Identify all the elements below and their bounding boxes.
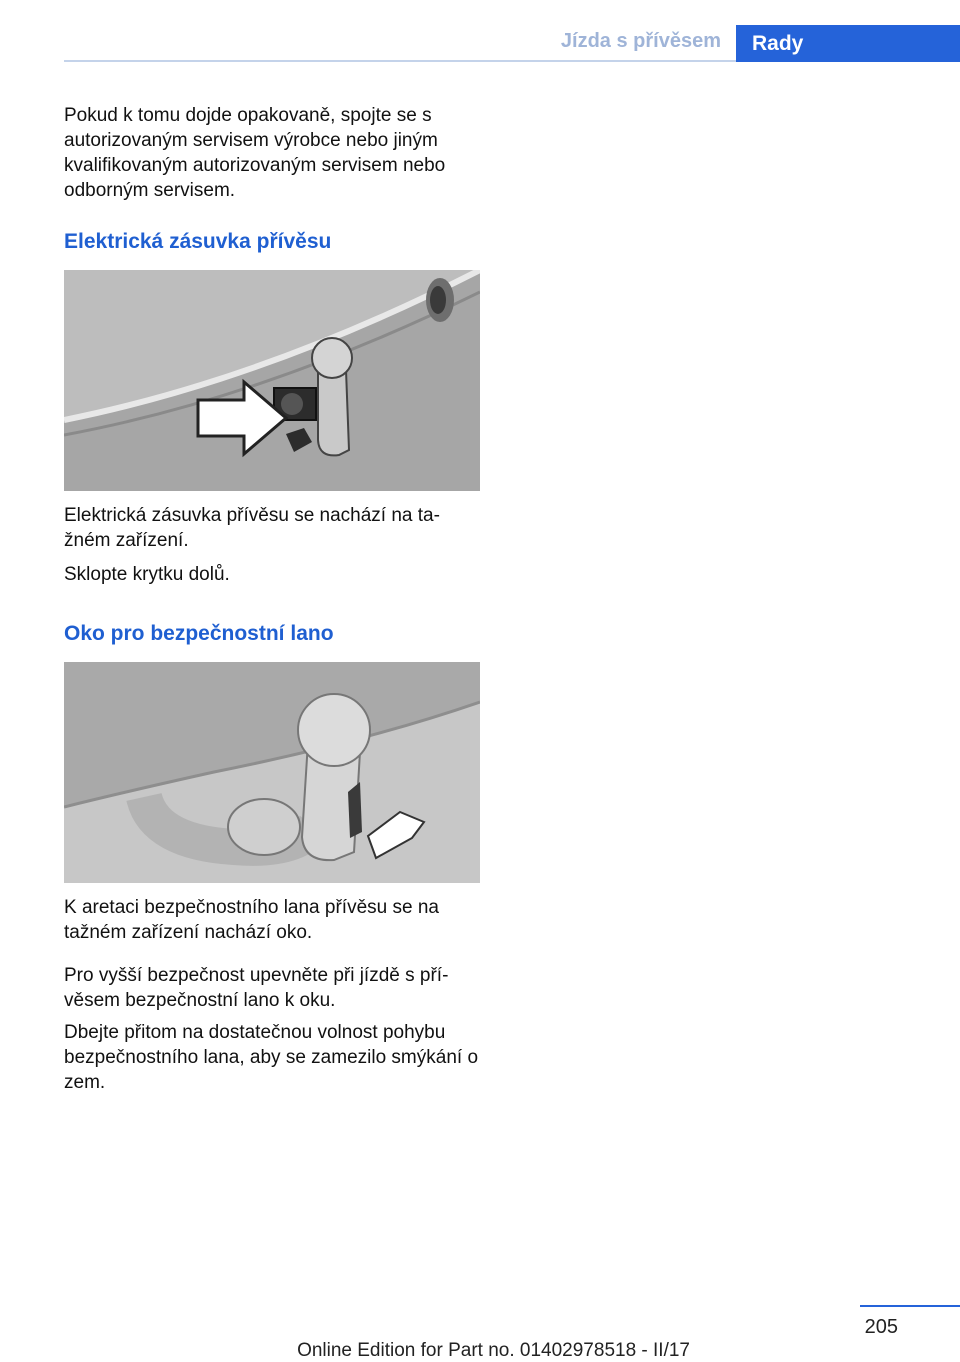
intro-paragraph: Pokud k tomu dojde opakovaně, spojte se s autorizovaným servisem výrobce nebo jiným kvalifikovaným autorizovaným servisem nebo odborným servisem. [64, 105, 446, 201]
socket-heading: Elektrická zásuvka přívěsu [64, 230, 332, 253]
eye-paragraph-2: Pro vyšší bezpečnost upevněte při jízdě s pří‐věsem bezpečnostní lano k oku. [64, 965, 449, 1011]
header-chapter-tab: Rady [736, 25, 960, 62]
eye-paragraph-1: K aretaci bezpečnostního lana přívěsu se na tažném zařízení nachází oko. [64, 897, 439, 943]
footer-rule [860, 1305, 960, 1307]
eye-paragraph-3: Dbejte přitom na dostatečnou volnost pohybu bezpečnostního lana, aby se zamezilo smýkání o zem. [64, 1022, 479, 1093]
header-rule [64, 60, 736, 62]
footer-edition-text: Online Edition for Part no. 01402978518 - II/17 [297, 1340, 690, 1361]
trailer-socket-illustration [64, 270, 480, 491]
page-number: 205 [864, 1316, 898, 1338]
socket-paragraph-2: Sklopte krytku dolů. [64, 564, 230, 585]
header-section-title: Jízda s přívěsem [560, 30, 721, 52]
safety-rope-eye-illustration [64, 662, 480, 883]
eye-heading: Oko pro bezpečnostní lano [64, 622, 334, 645]
socket-paragraph-1: Elektrická zásuvka přívěsu se nachází na ta‐žném zařízení. [64, 505, 440, 551]
